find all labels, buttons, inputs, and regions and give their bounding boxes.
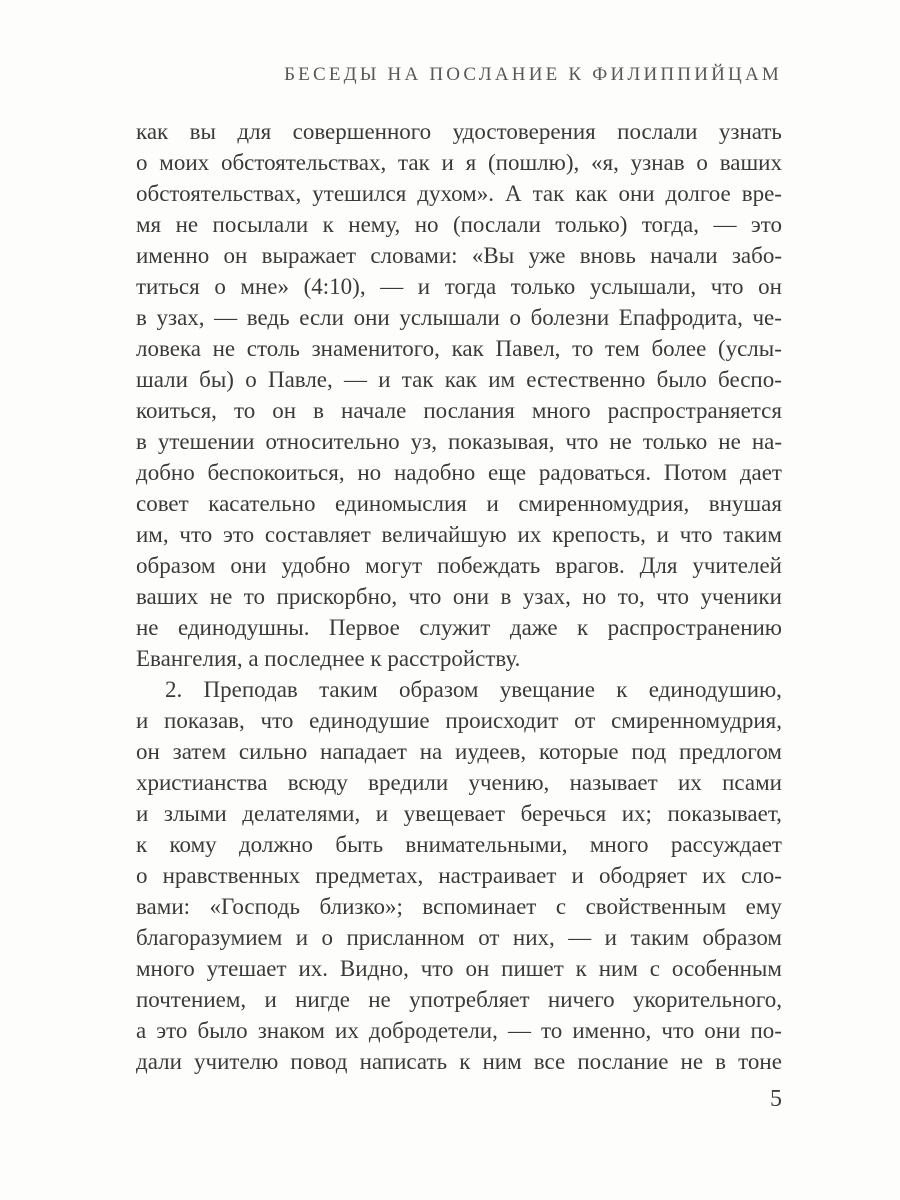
text-line: титься о мне» (4:10), — и тогда только услышали, что он: [136, 274, 782, 299]
text-line: ловека не столь знаменитого, как Павел, то тем более (услы-: [136, 336, 782, 361]
text-line: в утешении относительно уз, показывая, что не только не на-: [136, 429, 782, 454]
text-line: он затем сильно нападает на иудеев, которые под предлогом: [136, 739, 782, 764]
text-line: к кому должно быть внимательными, много рассуждает: [136, 832, 782, 857]
text-line: как вы для совершенного удостоверения послали узнать: [136, 119, 782, 144]
body-text: [136, 116, 782, 1077]
text-line: благоразумием и о присланном от них, — и таким образом: [136, 925, 782, 950]
text-line: в узах, — ведь если они услышали о болезни Епафродита, че-: [136, 305, 782, 330]
text-line: о нравственных предметах, настраивает и ободряет их сло-: [136, 863, 782, 888]
text-line: христианства всюду вредили учению, называет их псами: [136, 770, 782, 795]
text-line: о моих обстоятельствах, так и я (пошлю), «я, узнав о ваших: [136, 150, 782, 175]
text-line: почтением, и нигде не употребляет ничего укорительного,: [136, 987, 782, 1012]
text-line: именно он выражает словами: «Вы уже вновь начали забо-: [136, 243, 782, 268]
text-line: добно беспокоиться, но надобно еще радоваться. Потом дает: [136, 460, 782, 485]
text-line: им, что это составляет величайшую их крепость, и что таким: [136, 522, 782, 547]
text-line: обстоятельствах, утешился духом». А так как они долгое вре-: [136, 181, 782, 206]
text-line: много утешает их. Видно, что он пишет к ним с особенным: [136, 956, 782, 981]
running-header: БЕСЕДЫ НА ПОСЛАНИЕ К ФИЛИППИЙЦАМ: [284, 64, 782, 85]
text-line: а это было знаком их добродетели, — то именно, что они по-: [136, 1018, 782, 1043]
text-line: дали учителю повод написать к ним все послание не в тоне: [136, 1049, 782, 1074]
text-line: и показав, что единодушие происходит от смиренномудрия,: [136, 708, 782, 733]
text-line: Евангелия, а последнее к расстройству.: [136, 646, 521, 671]
text-line: 2. Преподав таким образом увещание к единодушию,: [165, 677, 782, 702]
text-line: коиться, то он в начале послания много распространяется: [136, 398, 782, 423]
text-line: шали бы) о Павле, — и так как им естественно было беспо-: [136, 367, 782, 392]
page-number: 5: [770, 1086, 782, 1112]
text-line: образом они удобно могут побеждать врагов. Для учителей: [136, 553, 782, 578]
text-line: вами: «Господь близко»; вспоминает с свойственным ему: [136, 894, 782, 919]
text-line: совет касательно единомыслия и смиренномудрия, внушая: [136, 491, 782, 516]
text-line: не единодушны. Первое служит даже к распространению: [136, 615, 782, 640]
text-line: и злыми делателями, и увещевает беречься их; показывает,: [136, 801, 782, 826]
text-line: ваших не то прискорбно, что они в узах, но то, что ученики: [136, 584, 782, 609]
text-line: мя не посылали к нему, но (послали только) тогда, — это: [136, 212, 782, 237]
